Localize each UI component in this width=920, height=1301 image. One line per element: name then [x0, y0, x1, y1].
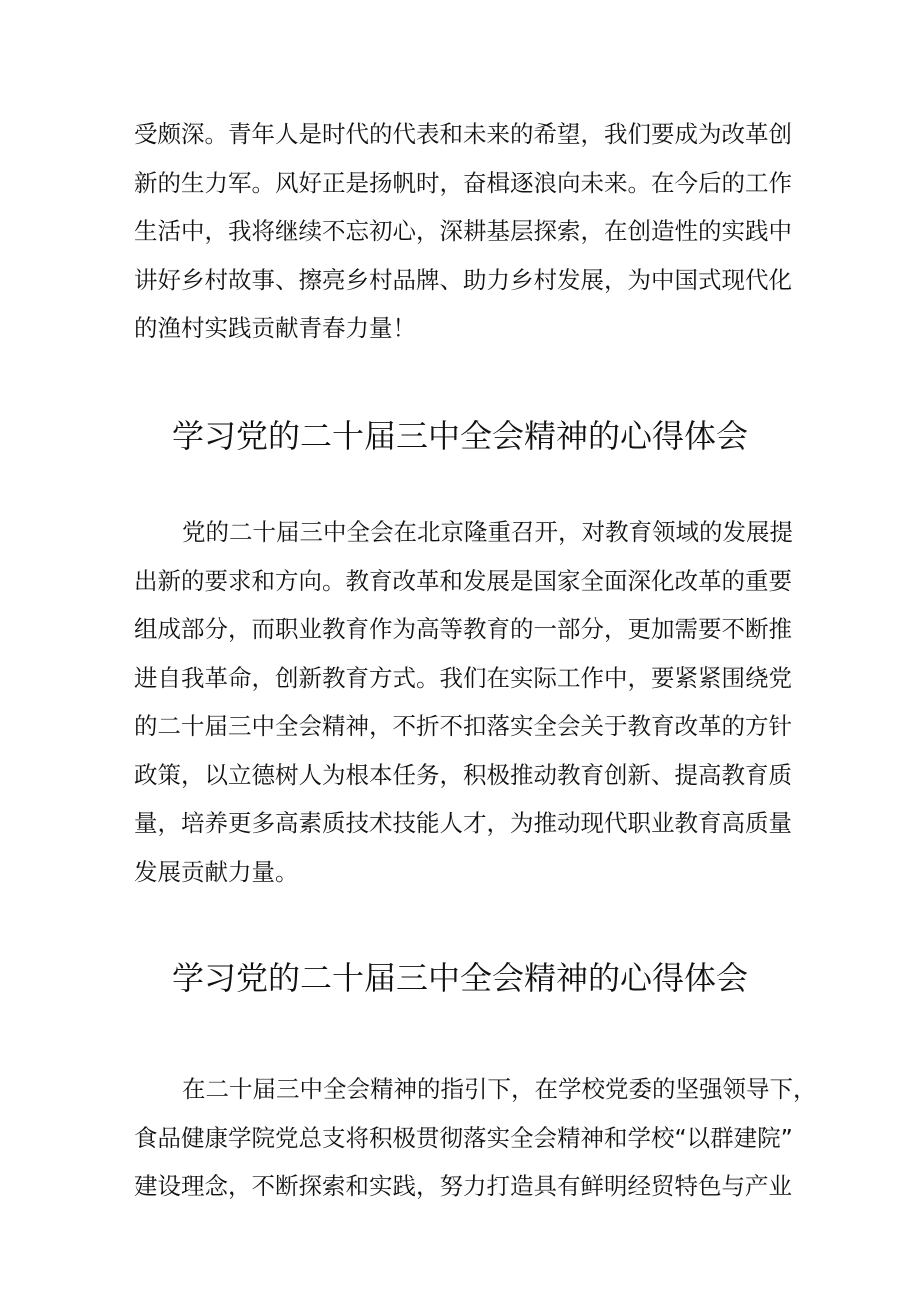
paragraph-line: 建设理念，不断探索和实践，努力打造具有鲜明经贸特色与产业 [134, 1172, 792, 1200]
section-heading-1: 学习党的二十届三中全会精神的心得体会 [171, 417, 748, 455]
paragraph-line: 食品健康学院党总支将积极贯彻落实全会精神和学校“以群建院” [134, 1123, 793, 1152]
paragraph-line: 受颇深。青年人是时代的代表和未来的希望，我们要成为改革创 [134, 120, 792, 148]
paragraph-line: 进自我革命，创新教育方式。我们在实际工作中，要紧紧围绕党 [134, 663, 792, 692]
paragraph-line: 量，培养更多高素质技术技能人才，为推动现代职业教育高质量 [134, 809, 792, 837]
paragraph-line: 政策，以立德树人为根本任务，积极推动教育创新、提高教育质 [134, 760, 792, 789]
paragraph-line: 出新的要求和方向。教育改革和发展是国家全面深化改革的重要 [134, 566, 792, 595]
paragraph-1 [134, 110, 794, 353]
paragraph-line: 讲好乡村故事、擦亮乡村品牌、助力乡村发展，为中国式现代化 [134, 265, 792, 294]
paragraph-line: 生活中，我将继续不忘初心，深耕基层探索，在创造性的实践中 [134, 217, 792, 245]
paragraph-3 [134, 1065, 817, 1211]
paragraph-line: 组成部分，而职业教育作为高等教育的一部分，更加需要不断推 [134, 615, 792, 643]
paragraph-line: 发展贡献力量。 [134, 857, 299, 886]
paragraph-line: 在二十届三中全会精神的指引下，在学校党委的坚强领导下， [182, 1075, 817, 1103]
paragraph-line: 的二十届三中全会精神，不折不扣落实全会关于教育改革的方针 [134, 712, 792, 740]
paragraph-line: 的渔村实践贡献青春力量！ [134, 314, 416, 342]
paragraph-2 [134, 508, 794, 896]
paragraph-line: 党的二十届三中全会在北京隆重召开，对教育领域的发展提 [182, 518, 793, 546]
section-heading-2: 学习党的二十届三中全会精神的心得体会 [171, 959, 748, 997]
paragraph-line: 新的生力军。风好正是扬帆时，奋楫逐浪向未来。在今后的工作 [134, 168, 792, 197]
